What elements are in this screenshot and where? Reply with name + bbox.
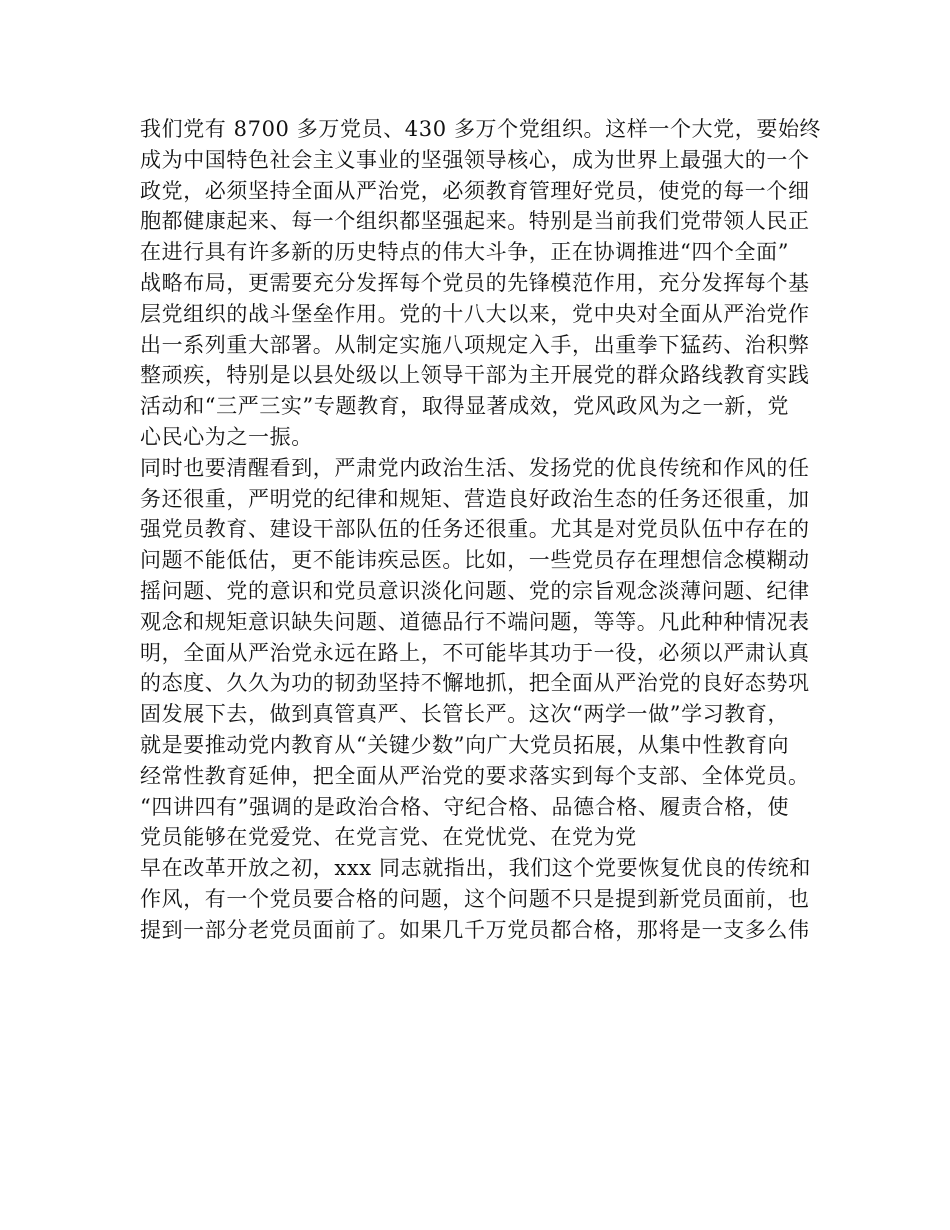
- paragraph-line: 问题不能低估，更不能讳疾忌医。比如，一些党员存在理想信念模糊动: [140, 548, 810, 573]
- paragraph-line: 活动和“三严三实”专题教育，取得显著成效，党风政风为之一新，党: [140, 394, 790, 419]
- paragraph-line: 出一系列重大部署。从制定实施八项规定入手，出重拳下猛药、治积弊: [140, 332, 810, 357]
- paragraph-line: 就是要推动党内教育从“关键少数”向广大党员拓展，从集中性教育向: [140, 732, 790, 757]
- paragraph-line: 提到一部分老党员面前了。如果几千万党员都合格，那将是一支多么伟: [140, 917, 810, 942]
- paragraph-line: 明，全面从严治党永远在路上，不可能毕其功于一役，必须以严肃认真: [140, 640, 810, 665]
- paragraph-line: 胞都健康起来、每一个组织都坚强起来。特别是当前我们党带领人民正: [140, 209, 810, 234]
- paragraph-line: 强党员教育、建设干部队伍的任务还很重。尤其是对党员队伍中存在的: [140, 517, 810, 542]
- paragraph-line: 的态度、久久为功的韧劲坚持不懈地抓，把全面从严治党的良好态势巩: [140, 671, 810, 696]
- paragraph-line: 经常性教育延伸，把全面从严治党的要求落实到每个支部、全体党员。: [140, 763, 810, 788]
- paragraph-line: 摇问题、党的意识和党员意识淡化问题、党的宗旨观念淡薄问题、纪律: [140, 578, 810, 603]
- paragraph-line: 作风，有一个党员要合格的问题，这个问题不只是提到新党员面前，也: [140, 886, 810, 911]
- paragraph-line: 早在改革开放之初，xxx 同志就指出，我们这个党要恢复优良的传统和: [140, 856, 812, 881]
- document-body: [140, 114, 822, 946]
- paragraph-3: [140, 853, 812, 945]
- paragraph-line: 层党组织的战斗堡垒作用。党的十八大以来，党中央对全面从严治党作: [140, 301, 810, 326]
- paragraph-line: 心民心为之一振。: [140, 424, 313, 449]
- paragraph-line: 固发展下去，做到真管真严、长管长严。这次“两学一做”学习教育，: [140, 702, 790, 727]
- paragraph-line: 政党，必须坚持全面从严治党，必须教育管理好党员，使党的每一个细: [140, 178, 810, 203]
- paragraph-line: 观念和规矩意识缺失问题、道德品行不端问题，等等。凡此种种情况表: [140, 609, 810, 634]
- paragraph-line: 成为中国特色社会主义事业的坚强领导核心，成为世界上最强大的一个: [140, 147, 810, 172]
- paragraph-line: 我们党有 8700 多万党员、430 多万个党组织。这样一个大党，要始终: [140, 117, 822, 141]
- paragraph-line: 务还很重，严明党的纪律和规矩、营造良好政治生态的任务还很重，加: [140, 486, 810, 511]
- paragraph-line: 战略布局，更需要充分发挥每个党员的先锋模范作用，充分发挥每个基: [140, 270, 810, 295]
- paragraph-2: [140, 453, 812, 853]
- paragraph-line: 在进行具有许多新的历史特点的伟大斗争，正在协调推进“四个全面”: [140, 240, 790, 265]
- paragraph-line: 党员能够在党爱党、在党言党、在党忧党、在党为党: [140, 825, 637, 850]
- paragraph-1: [140, 114, 822, 453]
- paragraph-line: 同时也要清醒看到，严肃党内政治生活、发扬党的优良传统和作风的任: [140, 455, 810, 480]
- paragraph-line: “四讲四有”强调的是政治合格、守纪合格、品德合格、履责合格，使: [140, 794, 790, 819]
- paragraph-line: 整顽疾，特别是以县处级以上领导干部为主开展党的群众路线教育实践: [140, 363, 810, 388]
